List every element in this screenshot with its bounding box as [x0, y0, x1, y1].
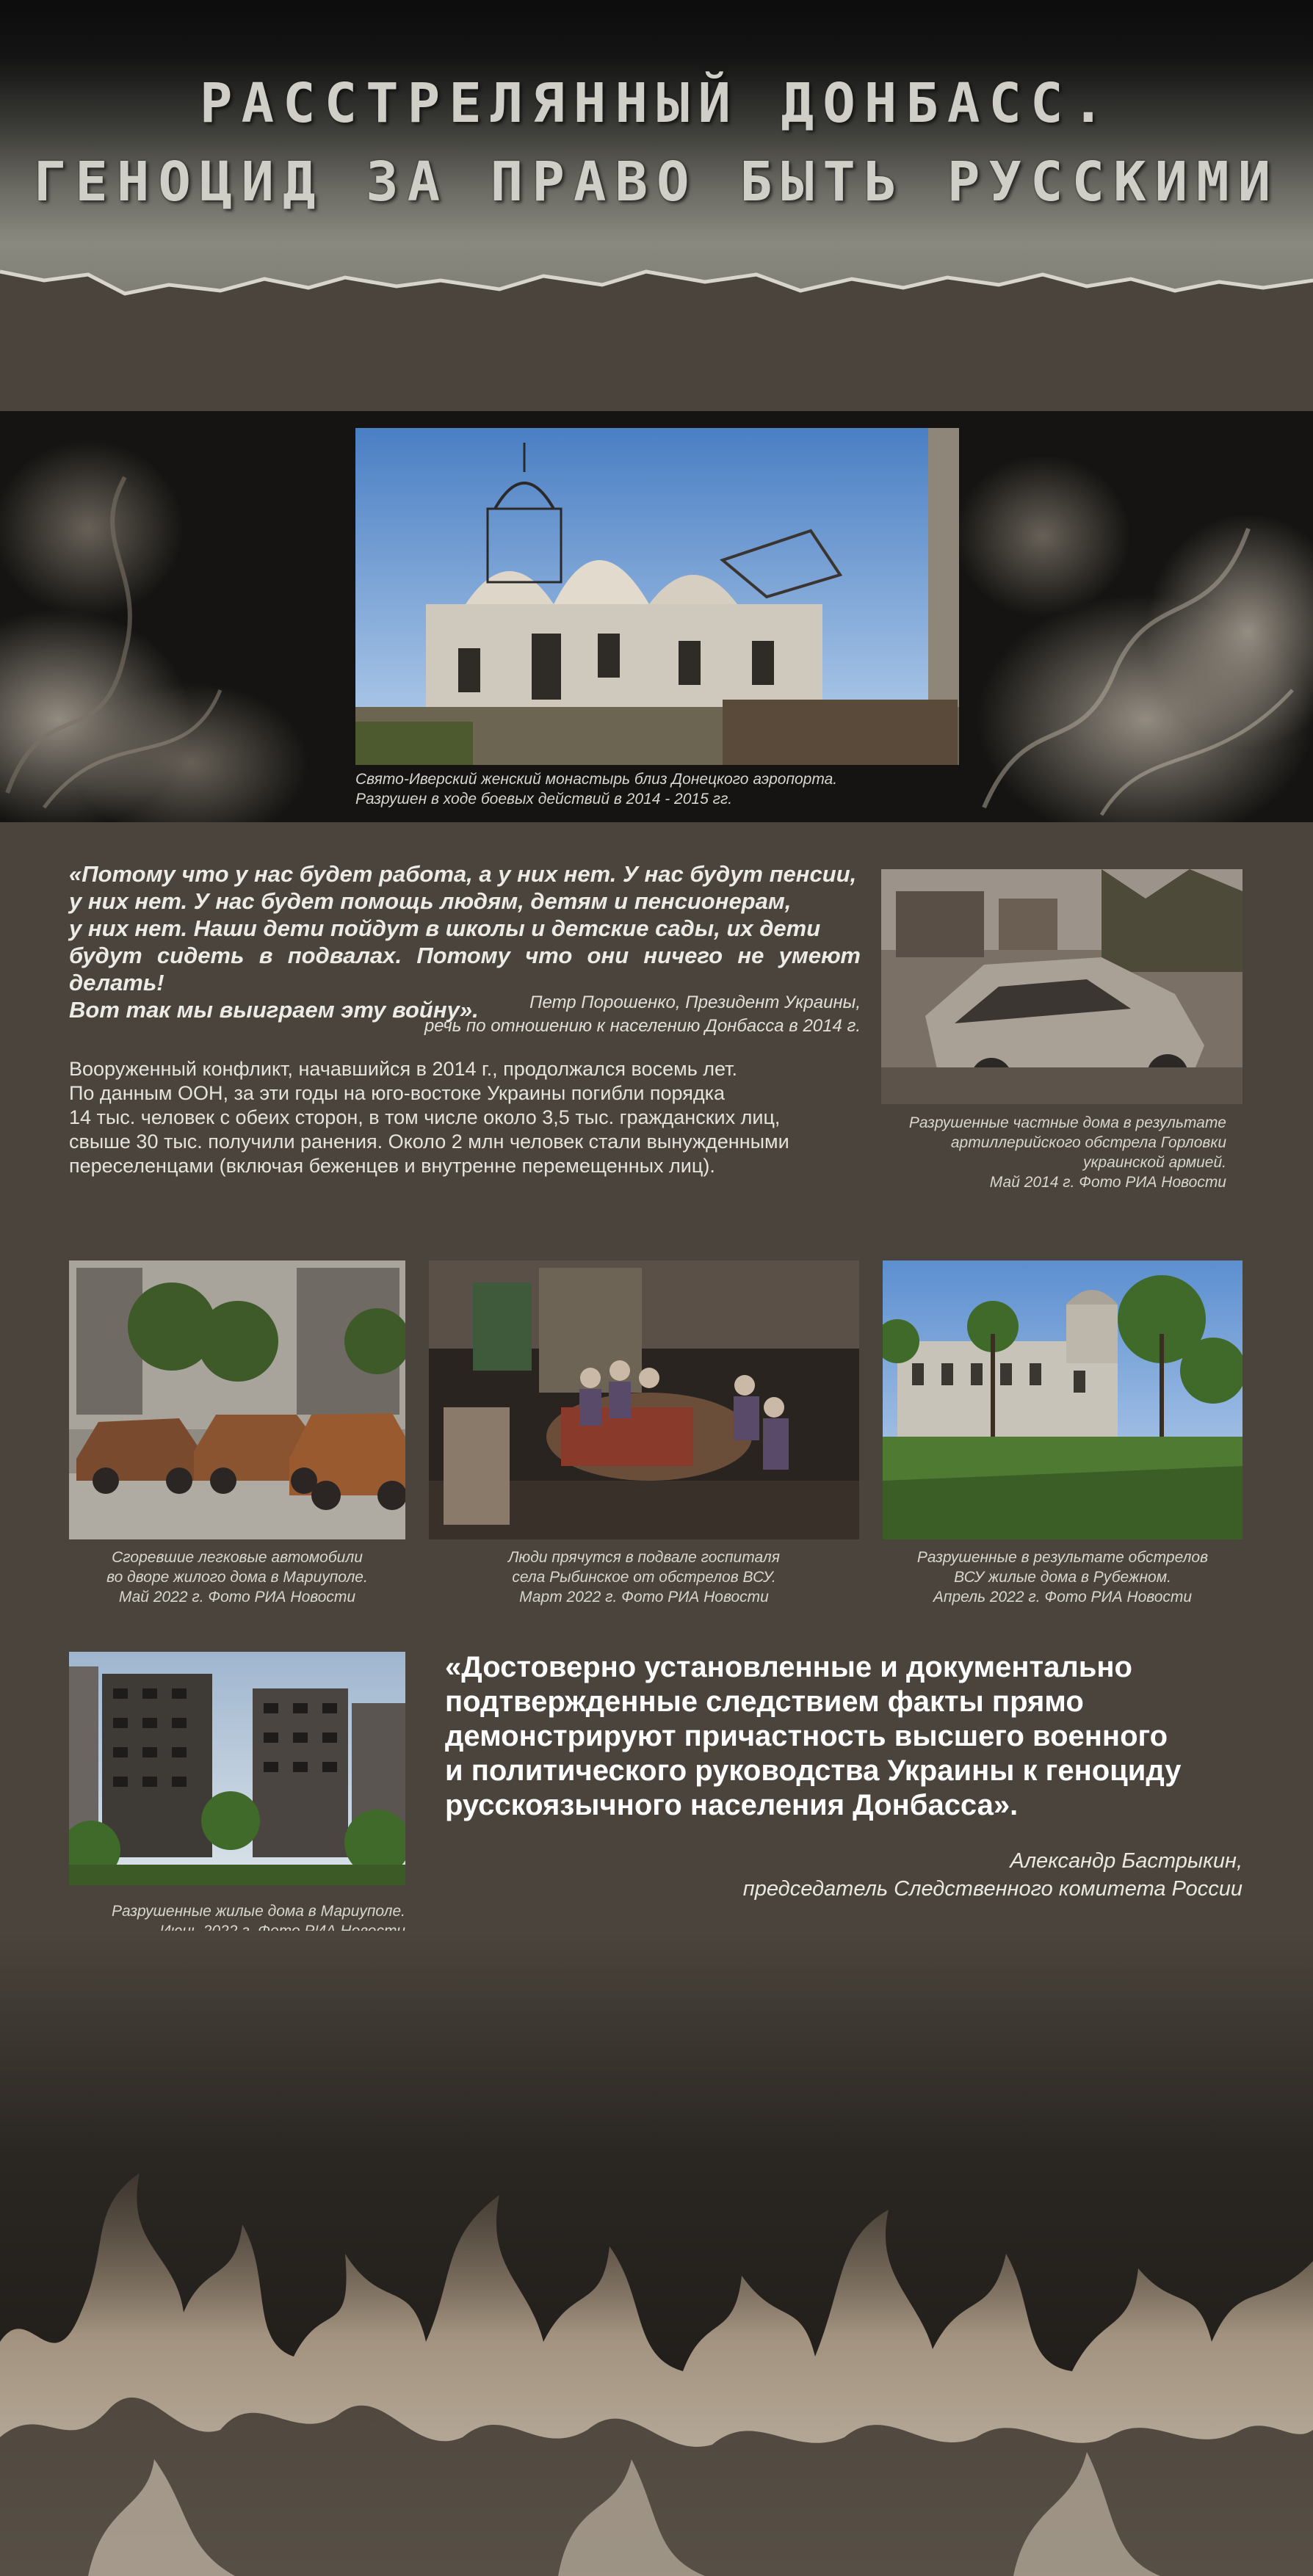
- basement-caption-line2: села Рыбинское от обстрелов ВСУ.: [512, 1569, 776, 1586]
- quote-position: председатель Следственного комитета России: [742, 1877, 1243, 1901]
- quote-line: и политического руководства Украины к геноциду: [445, 1755, 1182, 1787]
- mariupol-caption-line1: Разрушенные жилые дома в Мариуполе.: [112, 1903, 405, 1920]
- basement-caption-line3: Март 2022 г. Фото РИА Новости: [519, 1589, 769, 1606]
- monastery-caption-line2: Разрушен в ходе боевых действий в 2014 - 2015 гг.: [355, 791, 733, 808]
- photo-burned-cars: [69, 1260, 405, 1539]
- poroshenko-attribution: [323, 991, 861, 1038]
- rubezhnoe-caption-line1: Разрушенные в результате обстрелов: [916, 1549, 1209, 1566]
- cars-caption-line1: Сгоревшие легковые автомобили: [112, 1549, 363, 1566]
- header-banner: [0, 0, 1313, 323]
- bastrykin-attribution: [587, 1847, 1243, 1903]
- conflict-paragraph: [69, 1057, 861, 1178]
- quote-author: Александр Бастрыкин,: [1010, 1849, 1243, 1873]
- paragraph-line: переселенцами (включая беженцев и внутренне перемещенных лиц).: [69, 1155, 715, 1177]
- rubezhnoe-caption-line3: Апрель 2022 г. Фото РИА Новости: [933, 1589, 1193, 1606]
- quote-context: речь по отношению к населению Донбасса в 2014 г.: [424, 1016, 861, 1036]
- photo-monastery: [355, 428, 959, 765]
- quote-line: русскоязычного населения Донбасса».: [445, 1789, 1019, 1821]
- cars-caption: [69, 1548, 405, 1607]
- page-title-line1: РАССТРЕЛЯННЫЙ ДОНБАСС.: [199, 72, 1114, 135]
- basement-caption-line1: Люди прячутся в подвале госпиталя: [508, 1549, 780, 1566]
- paragraph-line: свыше 30 тыс. получили ранения. Около 2 млн человек стали вынужденными: [69, 1131, 789, 1153]
- page-title-line2: ГЕНОЦИД ЗА ПРАВО БЫТЬ РУССКИМИ: [33, 150, 1280, 214]
- photo-basement: [429, 1260, 859, 1539]
- quote-line: у них нет. У нас будет помощь людям, детям и пенсионерам,: [69, 888, 792, 914]
- gorlovka-caption-line2: артиллерийского обстрела Горловки: [950, 1134, 1226, 1151]
- quote-line: у них нет. Наши дети пойдут в школы и детские сады, их дети: [69, 915, 821, 941]
- gorlovka-caption-line1: Разрушенные частные дома в результате: [908, 1114, 1226, 1131]
- cars-caption-line3: Май 2022 г. Фото РИА Новости: [118, 1589, 356, 1606]
- gorlovka-caption-line4: Май 2014 г. Фото РИА Новости: [989, 1174, 1226, 1191]
- quote-line: «Потому что у нас будет работа, а у них нет. У нас будут пенсии,: [69, 861, 857, 887]
- monastery-caption: [355, 769, 1016, 809]
- gorlovka-caption: [844, 1113, 1226, 1192]
- quote-author: Петр Порошенко, Президент Украины,: [529, 993, 861, 1012]
- rubezhnoe-caption: [883, 1548, 1243, 1607]
- quote-line: Вот так мы выиграем эту войну».: [69, 997, 479, 1023]
- basement-caption: [429, 1548, 859, 1607]
- quote-line: «Достоверно установленные и документально: [445, 1651, 1132, 1683]
- paragraph-line: По данным ООН, за эти годы на юго-востоке Украины погибли порядка: [69, 1082, 726, 1104]
- torn-paper-edge: [0, 242, 1313, 338]
- cars-caption-line2: во дворе жилого дома в Мариуполе.: [106, 1569, 368, 1586]
- paragraph-line: Вооруженный конфликт, начавшийся в 2014 г., продолжался восемь лет.: [69, 1058, 738, 1080]
- gorlovka-caption-line3: украинской армией.: [1082, 1154, 1226, 1171]
- quote-line: демонстрируют причастность высшего военного: [445, 1720, 1168, 1752]
- photo-rubezhnoe: [883, 1260, 1243, 1539]
- photo-gorlovka: [881, 869, 1243, 1104]
- quote-line: подтвержденные следствием факты прямо: [445, 1686, 1084, 1718]
- paragraph-line: 14 тыс. человек с обеих сторон, в том числе около 3,5 тыс. гражданских лиц,: [69, 1106, 781, 1128]
- monastery-caption-line1: Свято-Иверский женский монастырь близ Донецкого аэропорта.: [355, 771, 838, 788]
- quote-line: будут сидеть в подвалах. Потому что они ничего не умеют делать!: [69, 943, 861, 995]
- bastrykin-quote: [445, 1650, 1243, 1823]
- photo-mariupol: [69, 1652, 405, 1885]
- fire-decoration: [0, 1931, 1313, 2576]
- rubezhnoe-caption-line2: ВСУ жилые дома в Рубежном.: [954, 1569, 1171, 1586]
